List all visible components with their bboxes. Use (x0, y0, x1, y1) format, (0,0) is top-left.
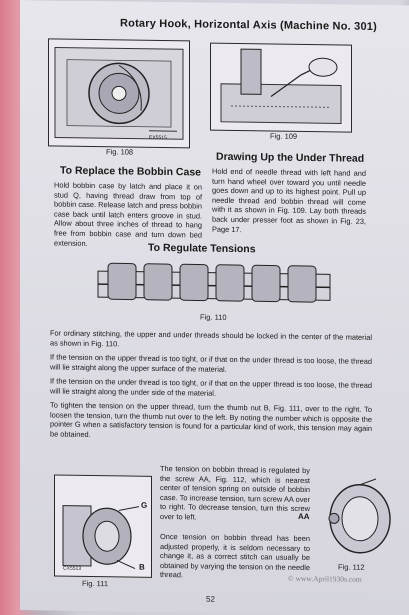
figure-111 (54, 474, 152, 577)
heading-drawing-up: Drawing Up the Under Thread (216, 151, 364, 165)
thread-pulling-illustration (211, 44, 351, 132)
stitch-diagram (92, 257, 336, 310)
label-b: B (139, 563, 145, 572)
para-tensions-6: Once tension on bobbin thread has been adjusted properly, it is seldom necessary to change it, as a correct stitch can usually be obtained by varying the tension on the needle thread. (160, 532, 310, 582)
para-tensions-4: To tighten the tension on the upper thread, turn the thumb nut B, Fig. 111, over to the right. To loosen the tension, turn the thumb nut over to the left. By noting the number which is opposite the pointer G when a satisfactory tension is found for a particular kind of work, this tension may again be obtained. (50, 400, 372, 443)
figure-109 (210, 43, 352, 133)
heading-tensions: To Regulate Tensions (148, 242, 256, 256)
para-tensions-2: If the tension on the upper thread is too tight, or if that on the under thread is too loose, the thread will lie straight along the upper surface of the material. (50, 352, 372, 376)
thumb-nut-illustration (55, 475, 151, 576)
bobbin-case-illustration (49, 39, 189, 147)
figure-108 (48, 38, 190, 148)
fig108-part-number: EX5515 (149, 135, 167, 141)
para-tensions-3: If the tension on the under thread is too tight, or if that on the upper thread is too loose, the thread will lie straight along the under side of the material. (50, 376, 372, 400)
para-tensions-5: The tension on bobbin thread is regulated by the screw AA, Fig. 112, which is nearest center of tension spring on outside of bobbin case. To increase tension, turn screw AA over to right. To decrease tension, turn this screw over to left. (160, 464, 310, 524)
fig112-caption: Fig. 112 (338, 562, 365, 571)
book-page (20, 0, 409, 615)
figure-110 (92, 257, 336, 310)
bobbin-case-screw-illustration (316, 474, 392, 561)
fig108-caption: Fig. 108 (106, 147, 133, 156)
fig110-caption: Fig. 110 (200, 313, 227, 322)
para-tensions-1: For ordinary stitching, the upper and under threads should be locked in the center of the material as shown in Fig. 110. (50, 328, 372, 352)
label-aa: AA (298, 512, 310, 521)
page-header: Rotary Hook, Horizontal Axis (Machine No. 301) (120, 17, 377, 33)
copyright-credit: © www.April1930s.com (288, 574, 362, 584)
fig109-caption: Fig. 109 (270, 131, 297, 140)
para-replace-bobbin: Hold bobbin case by latch and place it on stud Q, having thread draw from top of bobbin case. Release latch and press bobbin case back until latch enters groove in stud. Allow about three inches of thread to hang free from bobbin case and turn down bed extension. (54, 180, 202, 249)
para-drawing-up: Hold end of needle thread with left hand and turn hand wheel over toward you until needle goes down and up to its highest point. Pull up needle thread and bobbin thread will come with it as shown in Fig. 109. Lay both threads back under presser foot as shown in Fig. 23, Page 17. (212, 167, 366, 236)
figure-112 (316, 474, 392, 561)
fig111-caption: Fig. 111 (82, 579, 108, 588)
heading-replace-bobbin: To Replace the Bobbin Case (60, 165, 201, 179)
label-g: G (141, 501, 147, 510)
page-number: 52 (206, 595, 215, 604)
fig111-part-number: CX5513 (63, 566, 81, 572)
